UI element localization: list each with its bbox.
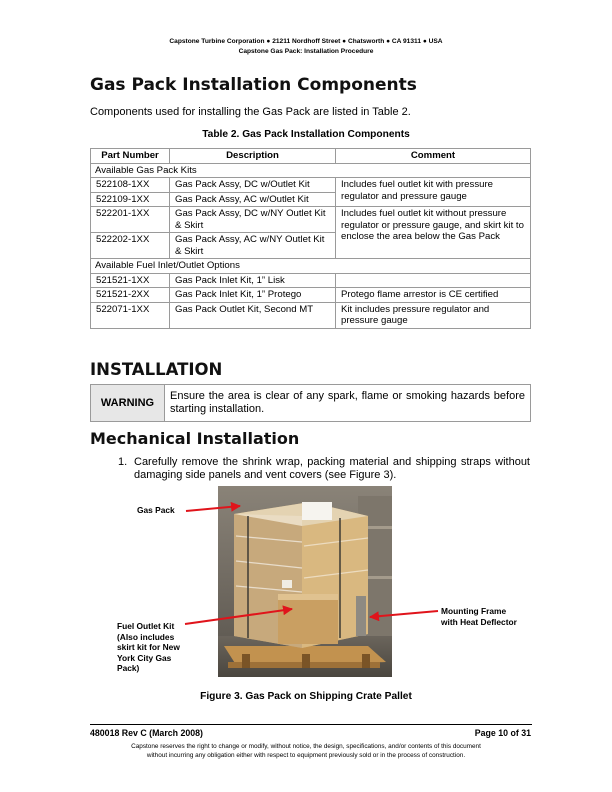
- table-header-row: [91, 149, 531, 164]
- section-title-installation: INSTALLATION: [90, 360, 223, 379]
- callout-line: with Heat Deflector: [441, 616, 517, 627]
- part-number-cell: 522108-1XX: [91, 178, 170, 193]
- disclaimer-line: Capstone reserves the right to change or modify, without notice, the design, specifications, and/or contents of this document: [131, 743, 481, 750]
- table-row: [91, 207, 531, 233]
- callout-line: Mounting Frame: [441, 606, 507, 616]
- gas-pack-photo: [218, 486, 392, 677]
- footer-disclaimer: [0, 742, 612, 760]
- footer-doc-id: 480018 Rev C (March 2008): [90, 728, 203, 738]
- gas-pack-illustration: [218, 486, 392, 677]
- callout-line: Pack): [117, 663, 140, 673]
- comment-cell: Includes fuel outlet kit with pressure regulator and pressure gauge: [336, 178, 531, 207]
- description-cell: Gas Pack Assy, DC w/Outlet Kit: [170, 178, 336, 193]
- callout-gas-pack: Gas Pack: [137, 505, 175, 515]
- callout-line: skirt kit for New: [117, 642, 180, 652]
- description-cell: Gas Pack Inlet Kit, 1” Protego: [170, 288, 336, 303]
- section-title-mechanical: Mechanical Installation: [90, 429, 300, 448]
- callout-line: (Also includes: [117, 631, 175, 642]
- table-row: [91, 302, 531, 328]
- header-doc-title: Capstone Gas Pack: Installation Procedure: [238, 47, 374, 55]
- description-cell: Gas Pack Assy, AC w/NY Outlet Kit & Skirt: [170, 233, 336, 259]
- group-label-options: Available Fuel Inlet/Outlet Options: [91, 259, 531, 274]
- column-header-part-number: Part Number: [91, 149, 170, 164]
- description-cell: Gas Pack Assy, AC w/Outlet Kit: [170, 192, 336, 207]
- table-caption: Table 2. Gas Pack Installation Components: [202, 129, 410, 140]
- callout-fuel-outlet-kit: [117, 621, 180, 674]
- step-number: 1.: [118, 456, 128, 468]
- table-row: [91, 273, 531, 288]
- table-row: [91, 288, 531, 303]
- part-number-cell: 522071-1XX: [91, 302, 170, 328]
- table-row: [91, 178, 531, 193]
- callout-line: Fuel Outlet Kit: [117, 621, 175, 631]
- column-header-comment: Comment: [336, 149, 531, 164]
- comment-cell: Includes fuel outlet kit without pressure regulator or pressure gauge, and skirt kit to enclose the area below the Gas Pack: [336, 207, 531, 259]
- group-label-kits: Available Gas Pack Kits: [91, 163, 531, 178]
- part-number-cell: 522109-1XX: [91, 192, 170, 207]
- step-1: [118, 456, 530, 482]
- section-title-components: Gas Pack Installation Components: [90, 75, 417, 95]
- part-number-cell: 522202-1XX: [91, 233, 170, 259]
- part-number-cell: 522201-1XX: [91, 207, 170, 233]
- comment-cell: [336, 273, 531, 288]
- description-cell: Gas Pack Outlet Kit, Second MT: [170, 302, 336, 328]
- warning-box: [90, 384, 531, 422]
- description-cell: Gas Pack Assy, DC w/NY Outlet Kit & Skirt: [170, 207, 336, 233]
- callout-line: York City Gas: [117, 652, 172, 663]
- table-group-row: [91, 259, 531, 274]
- page-header: [0, 37, 612, 56]
- callout-mounting-frame: [441, 606, 517, 627]
- warning-label: WARNING: [91, 385, 165, 422]
- footer-page-number: Page 10 of 31: [474, 728, 531, 738]
- part-number-cell: 521521-2XX: [91, 288, 170, 303]
- column-header-description: Description: [170, 149, 336, 164]
- footer-divider: [90, 724, 532, 725]
- warning-text: Ensure the area is clear of any spark, flame or smoking hazards before starting installation.: [165, 385, 531, 422]
- components-table: [90, 148, 531, 329]
- table-group-row: [91, 163, 531, 178]
- intro-text: Components used for installing the Gas Pack are listed in Table 2.: [90, 106, 411, 118]
- part-number-cell: 521521-1XX: [91, 273, 170, 288]
- header-address: Capstone Turbine Corporation ● 21211 Nordhoff Street ● Chatsworth ● CA 91311 ● USA: [169, 38, 443, 45]
- step-text: Carefully remove the shrink wrap, packing material and shipping straps without damaging side panels and vent covers (see Figure 3).: [134, 456, 530, 481]
- disclaimer-line: without incurring any obligation either with respect to equipment previously sold or in the process of construction.: [146, 752, 466, 759]
- description-cell: Gas Pack Inlet Kit, 1” Lisk: [170, 273, 336, 288]
- comment-cell: Protego flame arrestor is CE certified: [336, 288, 531, 303]
- figure-caption: Figure 3. Gas Pack on Shipping Crate Pallet: [200, 691, 412, 702]
- comment-cell: Kit includes pressure regulator and pressure gauge: [336, 302, 531, 328]
